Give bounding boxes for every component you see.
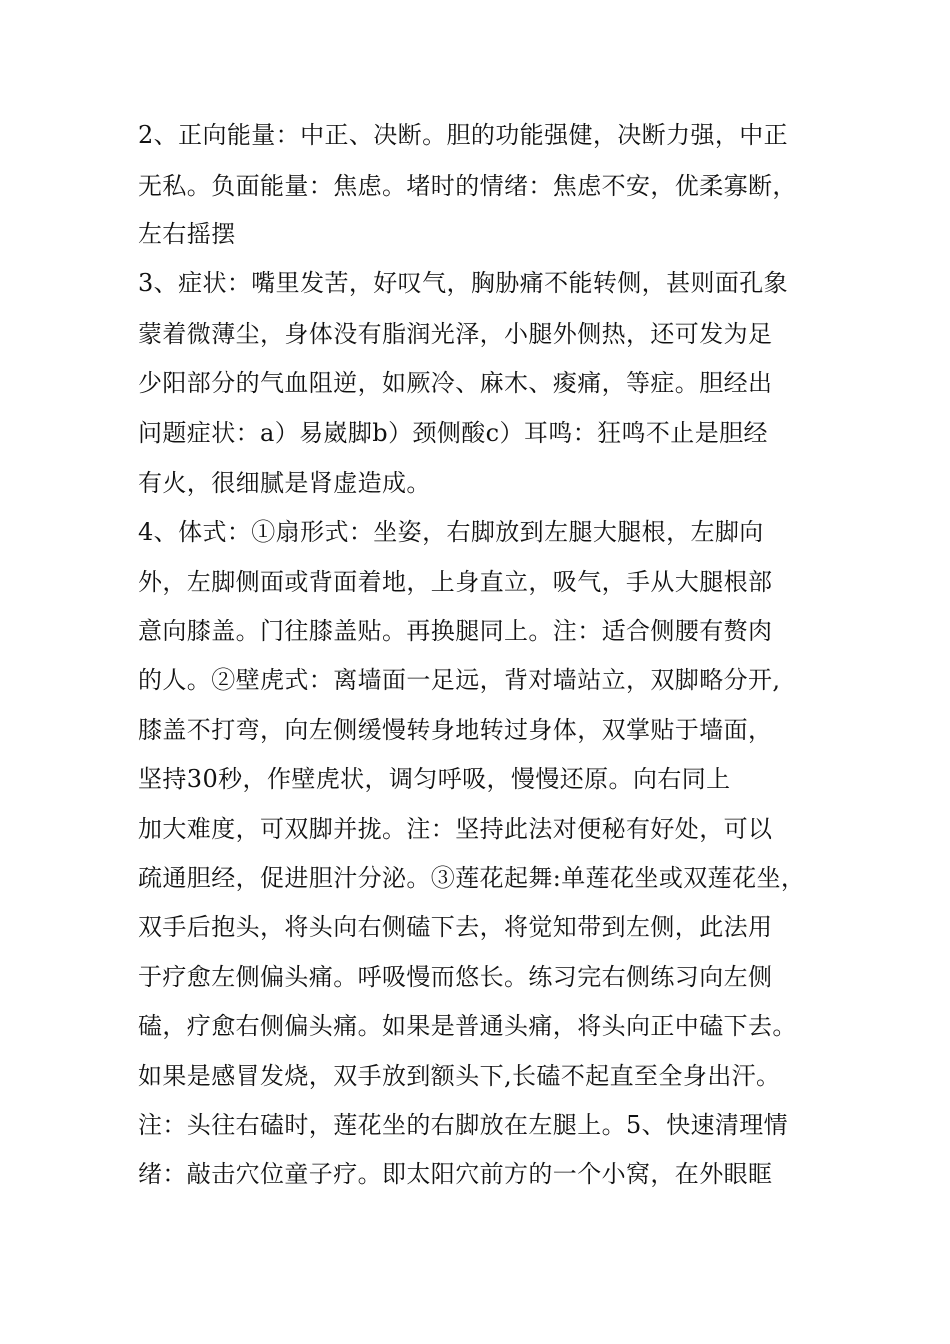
text-line: 于疗愈左侧偏头痛。呼吸慢而悠长。练习完右侧练习向左侧 (138, 963, 773, 991)
text-line: 加大难度，可双脚并拢。注：坚持此法对便秘有好处，可以 (138, 815, 773, 843)
text-line: 外，左脚侧面或背面着地，上身直立，吸气，手从大腿根部 (138, 568, 773, 596)
text-line: 意向膝盖。门往膝盖贴。再换腿同上。注：适合侧腰有赘肉 (138, 617, 773, 645)
text-line: 如果是感冒发烧，双手放到额头下,长磕不起直至全身出汗。 (138, 1062, 781, 1090)
text-line: 4、体式：①扇形式：坐姿，右脚放到左腿大腿根，左脚向 (138, 518, 764, 546)
text-line: 绪：敲击穴位童子疗。即太阳穴前方的一个小窝，在外眼眶 (138, 1160, 773, 1188)
text-line: 问题症状：a）易崴脚b）颈侧酸c）耳鸣：狂鸣不止是胆经 (138, 419, 768, 447)
text-line: 3、症状：嘴里发苦，好叹气，胸胁痛不能转侧，甚则面孔象 (138, 269, 789, 297)
text-line: 双手后抱头，将头向右侧磕下去，将觉知带到左侧，此法用 (138, 913, 773, 941)
text-line: 坚持30秒，作壁虎状，调匀呼吸，慢慢还原。向右同上 (138, 765, 731, 793)
text-line: 膝盖不打弯，向左侧缓慢转身地转过身体，双掌贴于墙面， (138, 716, 773, 744)
text-line: 有火，很细腻是肾虚造成。 (138, 469, 431, 497)
text-line: 少阳部分的气血阻逆，如厥冷、麻木、痠痛，等症。胆经出 (138, 369, 773, 397)
text-line: 左右摇摆 (138, 220, 236, 248)
text-line: 疏通胆经，促进胆汁分泌。③莲花起舞:单莲花坐或双莲花坐， (138, 864, 806, 892)
text-line: 注：头往右磕时，莲花坐的右脚放在左腿上。5、快速清理情 (138, 1111, 789, 1139)
text-line: 2、正向能量：中正、决断。胆的功能强健，决断力强，中正 (138, 121, 789, 149)
text-line: 无私。负面能量：焦虑。堵时的情绪：焦虑不安，优柔寡断， (138, 172, 797, 200)
text-line: 的人。②壁虎式：离墙面一足远，背对墙站立，双脚略分开, (138, 666, 781, 694)
text-line: 磕，疗愈右侧偏头痛。如果是普通头痛，将头向正中磕下去。 (138, 1012, 797, 1040)
text-line: 蒙着微薄尘，身体没有脂润光泽，小腿外侧热，还可发为足 (138, 320, 773, 348)
